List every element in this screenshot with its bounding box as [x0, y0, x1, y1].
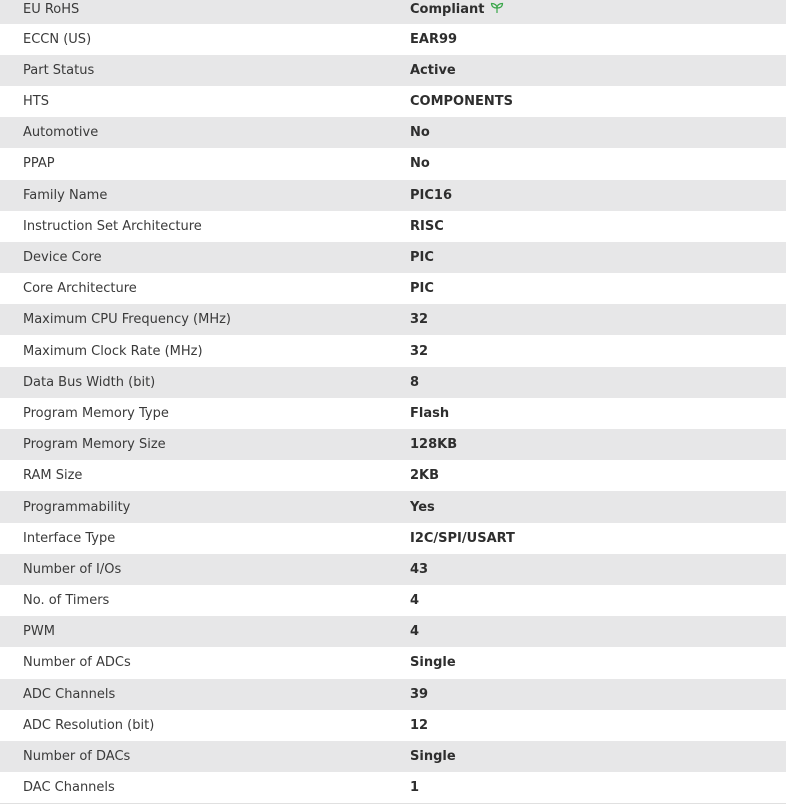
spec-label: Interface Type: [23, 530, 116, 546]
spec-row-family-name: [0, 180, 786, 211]
leaf-icon: [490, 2, 504, 14]
spec-value: Single: [410, 655, 456, 671]
spec-row-max-cpu-frequency: [0, 304, 786, 335]
spec-label: Instruction Set Architecture: [23, 218, 202, 234]
spec-value: Yes: [410, 499, 435, 515]
spec-label: ADC Channels: [23, 686, 116, 702]
spec-label: Maximum CPU Frequency (MHz): [23, 312, 231, 328]
spec-label: Family Name: [23, 187, 108, 203]
spec-row-isa: [0, 211, 786, 242]
spec-row-device-core: [0, 242, 786, 273]
spec-value: 1: [388, 772, 786, 803]
spec-row-hts: [0, 86, 786, 117]
spec-label: Programmability: [23, 499, 131, 515]
spec-value: Flash: [410, 405, 450, 421]
spec-label: Program Memory Type: [23, 405, 169, 421]
spec-value: No: [410, 125, 430, 141]
spec-row-number-of-ios: [0, 554, 786, 585]
spec-value: 43: [410, 561, 429, 577]
spec-value: 2KB: [410, 468, 440, 484]
spec-label: PWM: [23, 624, 55, 640]
spec-label: Program Memory Size: [23, 437, 166, 453]
spec-value-cell: [388, 0, 786, 24]
spec-value: 4: [410, 593, 420, 609]
spec-label: Data Bus Width (bit): [23, 374, 156, 390]
spec-row-adc-channels: [0, 679, 786, 710]
spec-label: Automotive: [23, 125, 99, 141]
spec-label: DAC Channels: [0, 772, 388, 803]
spec-row-dac-channels: [0, 772, 786, 803]
spec-value: COMPONENTS: [410, 94, 513, 110]
spec-value: RISC: [410, 218, 444, 234]
spec-label: No. of Timers: [23, 593, 110, 609]
spec-label: Number of DACs: [23, 749, 131, 764]
spec-row-ram-size: [0, 460, 786, 491]
spec-row-pwm: [0, 616, 786, 647]
spec-value: 4: [410, 624, 420, 640]
spec-value: 39: [410, 686, 429, 702]
spec-label: Number of I/Os: [23, 561, 122, 577]
spec-label: Number of ADCs: [23, 655, 131, 671]
spec-label: Maximum Clock Rate (MHz): [23, 343, 203, 359]
spec-row-ppap: [0, 148, 786, 179]
spec-label: Device Core: [23, 250, 102, 265]
spec-value: PIC16: [410, 187, 452, 203]
spec-row-core-architecture: [0, 273, 786, 304]
spec-row-program-memory-size: [0, 429, 786, 460]
spec-value: 32: [410, 312, 429, 328]
spec-row-eccn: [0, 24, 786, 55]
spec-row-eu-rohs: [0, 0, 786, 24]
spec-row-timers: [0, 585, 786, 616]
spec-row-data-bus-width: [0, 367, 786, 398]
spec-label: Core Architecture: [23, 281, 137, 297]
spec-label: Part Status: [23, 62, 95, 78]
spec-label: HTS: [23, 94, 49, 110]
spec-row-number-of-dacs: [0, 741, 786, 772]
spec-value: I2C/SPI/USART: [410, 530, 515, 546]
spec-value: Single: [410, 749, 456, 764]
spec-label: ADC Resolution (bit): [23, 717, 155, 733]
spec-label: EU RoHS: [23, 2, 80, 17]
spec-row-part-status: [0, 55, 786, 86]
spec-row-automotive: [0, 117, 786, 148]
spec-row-number-of-adcs: [0, 647, 786, 678]
spec-label: ECCN (US): [23, 31, 92, 47]
spec-value: 128KB: [410, 437, 458, 453]
spec-value: Active: [410, 62, 456, 78]
spec-row-interface-type: [0, 523, 786, 554]
spec-value: 8: [410, 374, 420, 390]
spec-value: Compliant: [410, 2, 485, 17]
spec-value: PIC: [410, 281, 434, 297]
spec-value: PIC: [410, 250, 434, 265]
spec-label: PPAP: [23, 156, 55, 172]
spec-value: 12: [410, 717, 429, 733]
spec-row-max-clock-rate: [0, 335, 786, 366]
spec-value: EAR99: [410, 31, 458, 47]
spec-value: No: [410, 156, 430, 172]
spec-value: 32: [410, 343, 429, 359]
spec-label: RAM Size: [23, 468, 83, 484]
spec-row-adc-resolution: [0, 710, 786, 741]
spec-row-programmability: [0, 491, 786, 522]
spec-row-program-memory-type: [0, 398, 786, 429]
